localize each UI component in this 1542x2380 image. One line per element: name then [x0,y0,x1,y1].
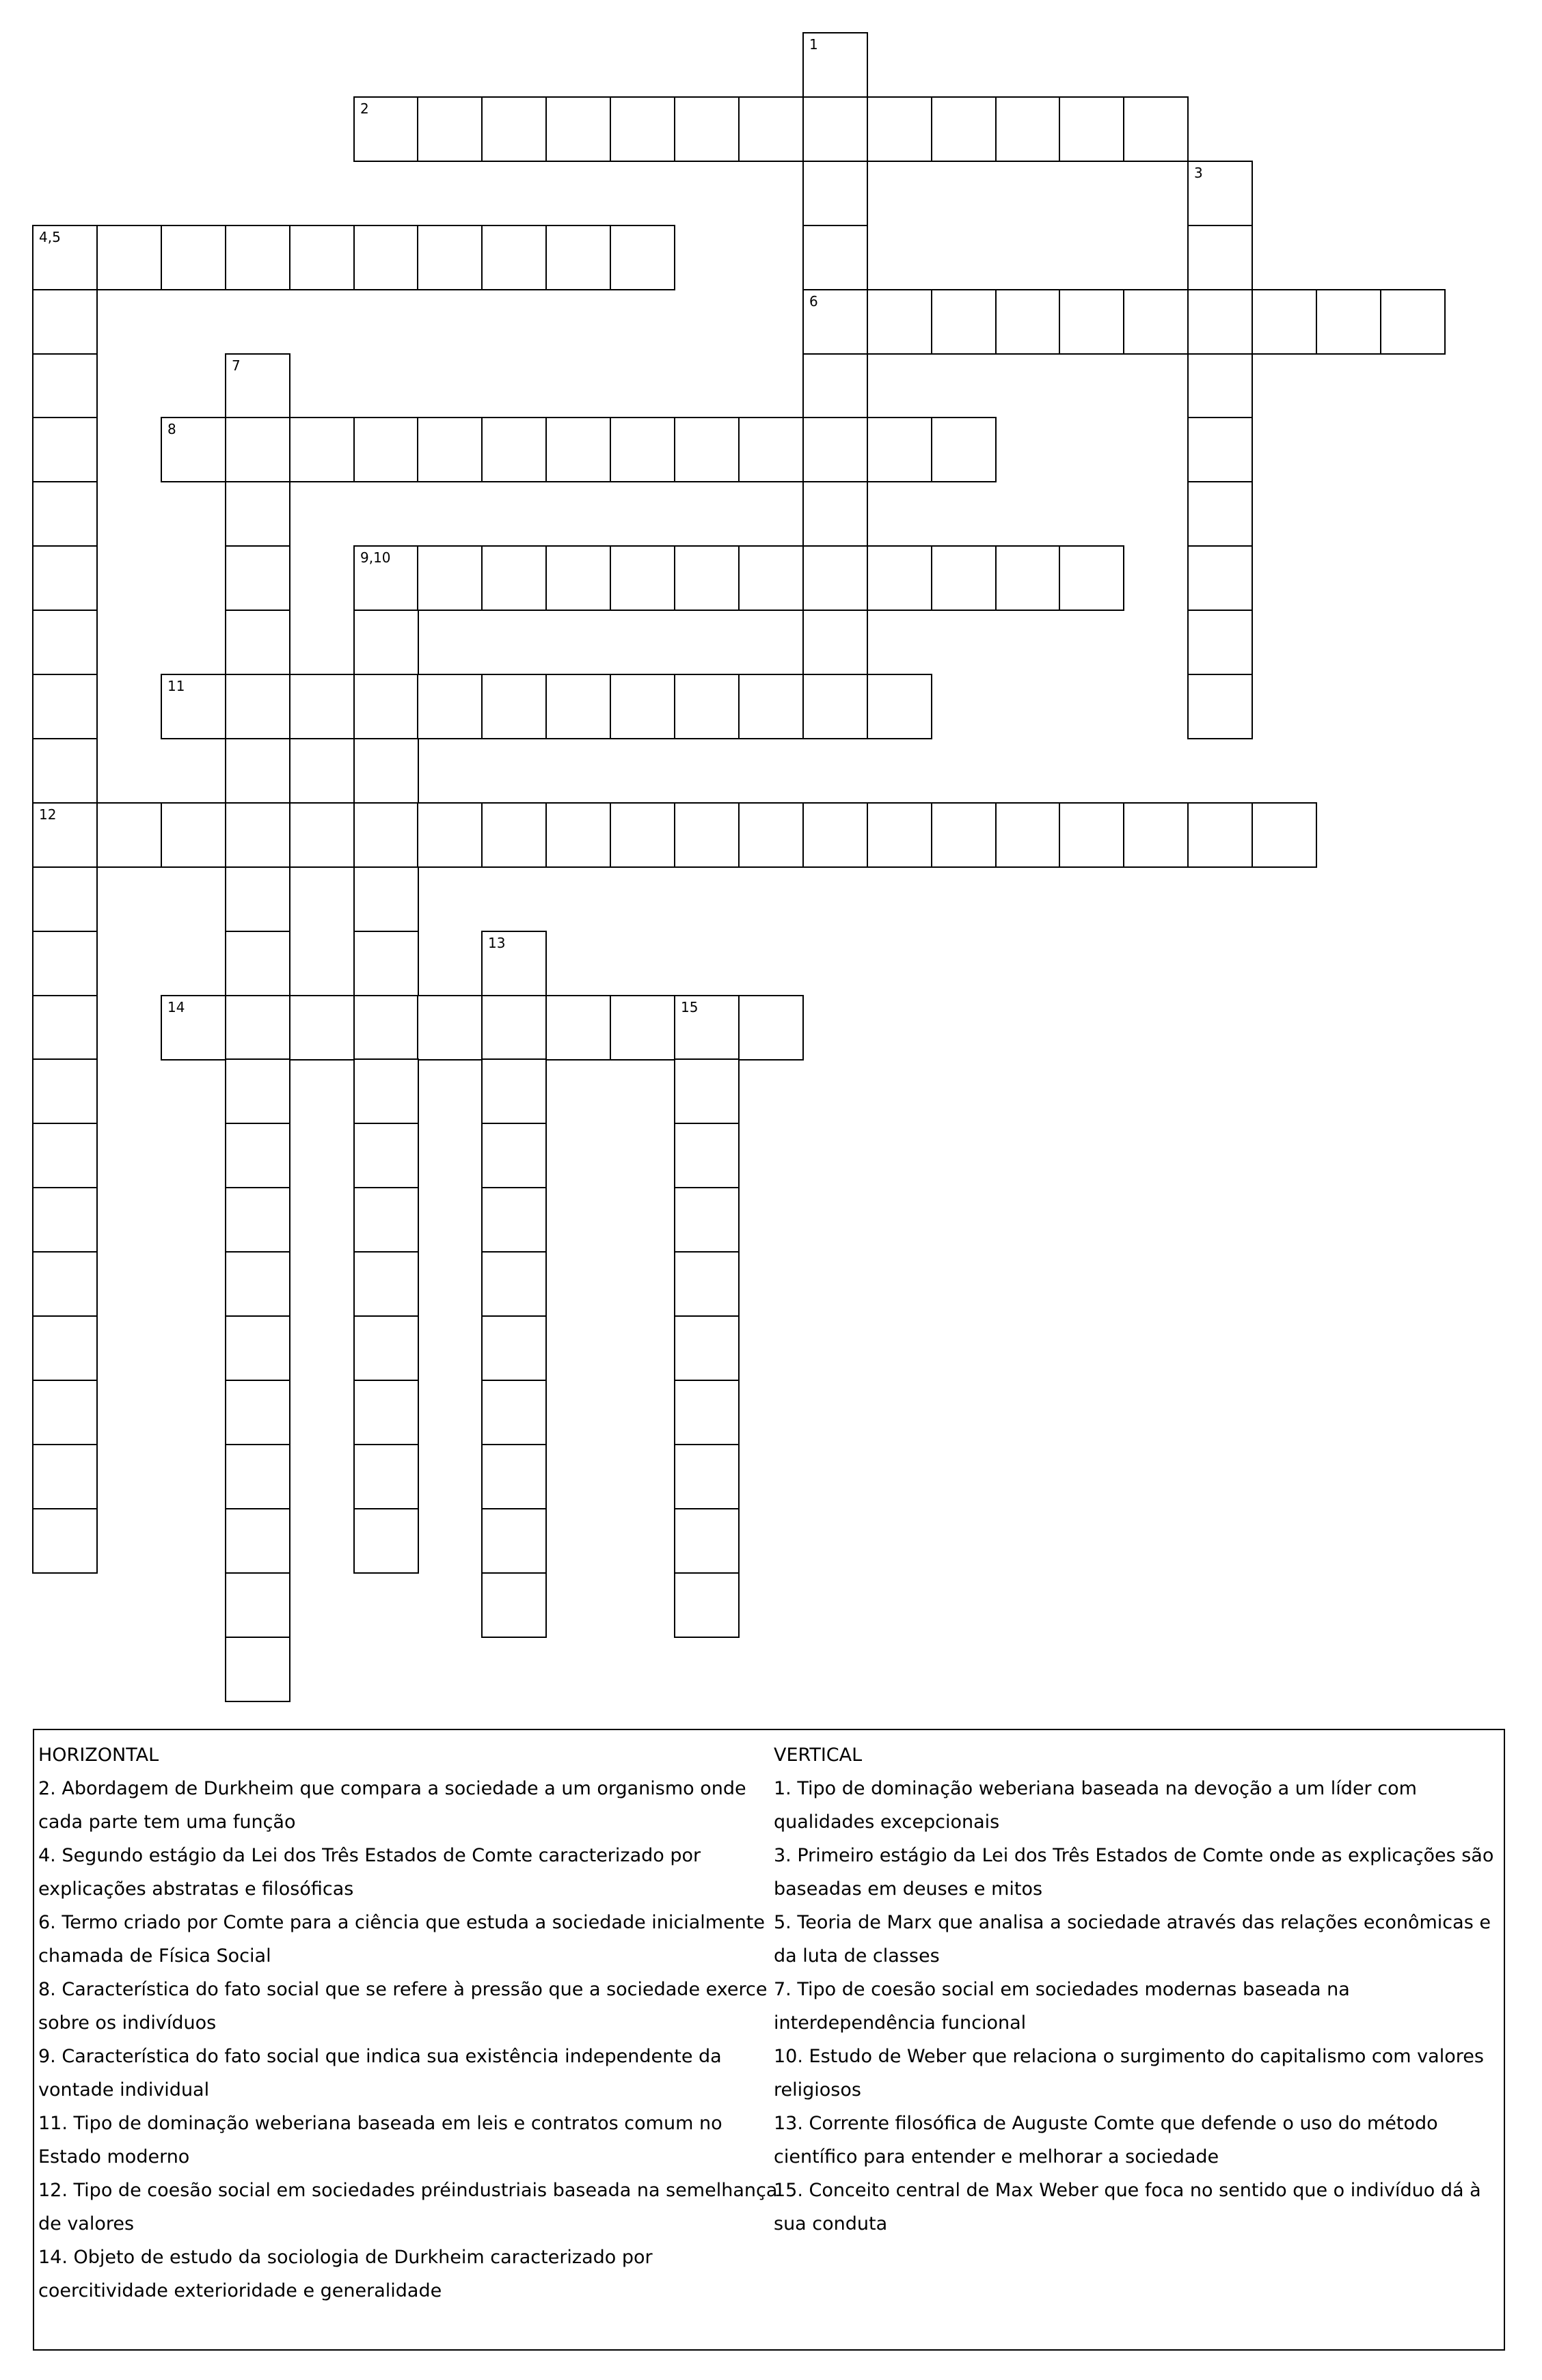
clue-number: 2 [360,100,369,117]
grid-cell[interactable] [674,96,740,162]
grid-cell[interactable] [1380,289,1446,355]
grid-cell[interactable] [417,802,483,868]
grid-cell[interactable] [353,931,419,996]
grid-cell[interactable] [481,1508,547,1574]
clue-13-down: 13. Corrente filosófica de Auguste Comte que defende o uso do método científico para entender e melhorar a sociedade [774,2113,1438,2167]
clue-9-across: 9. Característica do fato social que indica sua existência independente da vontade individual [38,2046,722,2101]
grid-cell[interactable] [32,866,98,932]
grid-cell[interactable] [610,417,675,482]
grid-cell[interactable] [353,866,419,932]
grid-cell[interactable] [738,802,804,868]
grid-cell[interactable] [674,1058,740,1124]
clue-2-across: 2. Abordagem de Durkheim que compara a sociedade a um organismo onde cada parte tem uma função [38,1778,746,1833]
grid-cell[interactable] [353,1251,419,1317]
grid-cell[interactable] [225,1315,290,1381]
grid-cell[interactable] [481,545,547,611]
grid-cell[interactable] [32,802,98,868]
grid-cell[interactable] [1316,289,1381,355]
grid-cell[interactable] [32,995,98,1061]
grid-cell[interactable] [289,995,355,1061]
grid-cell[interactable] [545,96,611,162]
grid-cell[interactable] [867,417,932,482]
grid-cell[interactable] [225,610,290,675]
clue-number: 1 [809,36,818,53]
grid-cell[interactable] [867,802,932,868]
grid-cell[interactable] [674,1380,740,1445]
grid-cell[interactable] [1252,289,1317,355]
grid-cell[interactable] [481,802,547,868]
grid-cell[interactable] [225,481,290,547]
grid-cell[interactable] [545,225,611,290]
grid-cell[interactable] [32,738,98,804]
grid-cell[interactable] [225,353,290,419]
grid-cell[interactable] [353,1444,419,1509]
grid-cell[interactable] [738,995,804,1061]
grid-cell[interactable] [931,545,997,611]
grid-cell[interactable] [417,545,483,611]
clue-4-across: 4. Segundo estágio da Lei dos Três Estados de Comte caracterizado por explicações abstratas e filosóficas [38,1845,701,1900]
clue-12-across: 12. Tipo de coesão social em sociedades préindustriais baseada na semelhança de valores [38,2180,778,2234]
grid-cell[interactable] [225,931,290,996]
grid-cell[interactable] [32,1251,98,1317]
grid-cell[interactable] [481,225,547,290]
clue-11-across: 11. Tipo de dominação weberiana baseada em leis e contratos comum no Estado moderno [38,2113,722,2167]
grid-cell[interactable] [931,802,997,868]
grid-cell[interactable] [1059,96,1124,162]
grid-cell[interactable] [1059,545,1124,611]
grid-cell[interactable] [481,96,547,162]
grid-cell[interactable] [32,545,98,611]
clue-3-down: 3. Primeiro estágio da Lei dos Três Estados de Comte onde as explicações são baseadas em deuses e mitos [774,1845,1494,1900]
grid-cell[interactable] [802,225,868,290]
grid-cell[interactable] [545,995,611,1061]
grid-cell[interactable] [225,1637,290,1702]
grid-cell[interactable] [1123,802,1189,868]
clue-1-down: 1. Tipo de dominação weberiana baseada na devoção a um líder com qualidades excepcionais [774,1778,1417,1833]
grid-cell[interactable] [802,32,868,98]
clue-number: 15 [681,999,699,1015]
grid-cell[interactable] [32,1187,98,1253]
grid-cell[interactable] [225,1508,290,1574]
grid-cell[interactable] [481,995,547,1061]
grid-cell[interactable] [161,417,226,482]
grid-cell[interactable] [995,802,1061,868]
grid-cell[interactable] [802,610,868,675]
grid-cell[interactable] [1252,802,1317,868]
grid-cell[interactable] [481,1315,547,1381]
grid-cell[interactable] [289,417,355,482]
grid-cell[interactable] [225,417,290,482]
grid-cell[interactable] [545,674,611,739]
grid-cell[interactable] [674,417,740,482]
grid-cell[interactable] [32,1380,98,1445]
grid-cell[interactable] [802,545,868,611]
grid-cell[interactable] [353,1315,419,1381]
grid-cell[interactable] [545,417,611,482]
grid-cell[interactable] [225,1251,290,1317]
grid-cell[interactable] [610,995,675,1061]
grid-cell[interactable] [32,1123,98,1188]
grid-cell[interactable] [417,674,483,739]
grid-cell[interactable] [1187,610,1253,675]
grid-cell[interactable] [32,225,98,290]
vertical-heading: VERTICAL [774,1745,863,1766]
grid-cell[interactable] [353,610,419,675]
grid-cell[interactable] [802,161,868,226]
clue-number: 3 [1194,165,1203,181]
grid-cell[interactable] [225,738,290,804]
grid-cell[interactable] [225,1444,290,1509]
grid-cell[interactable] [867,545,932,611]
grid-cell[interactable] [353,96,419,162]
grid-cell[interactable] [32,481,98,547]
grid-cell[interactable] [674,995,740,1061]
grid-cell[interactable] [353,1380,419,1445]
clue-number: 12 [39,806,57,823]
clue-14-across: 14. Objeto de estudo da sociologia de Durkheim caracterizado por coercitividade exterioridade e generalidade [38,2247,653,2301]
grid-cell[interactable] [1187,353,1253,419]
grid-cell[interactable] [225,1187,290,1253]
grid-cell[interactable] [353,802,419,868]
clue-15-down: 15. Conceito central de Max Weber que foca no sentido que o indivíduo dá à sua conduta [774,2180,1481,2234]
grid-cell[interactable] [1187,417,1253,482]
grid-cell[interactable] [1059,802,1124,868]
grid-cell[interactable] [674,1444,740,1509]
grid-cell[interactable] [931,289,997,355]
grid-cell[interactable] [225,225,290,290]
clue-number: 14 [167,999,185,1015]
grid-cell[interactable] [674,674,740,739]
grid-cell[interactable] [738,417,804,482]
grid-cell[interactable] [931,96,997,162]
grid-cell[interactable] [867,96,932,162]
grid-cell[interactable] [481,417,547,482]
grid-cell[interactable] [674,1251,740,1317]
grid-cell[interactable] [161,802,226,868]
grid-cell[interactable] [32,1444,98,1509]
grid-cell[interactable] [481,674,547,739]
grid-cell[interactable] [161,674,226,739]
grid-cell[interactable] [1187,225,1253,290]
clue-number: 11 [167,678,185,694]
vertical-clues [774,1738,1498,2241]
grid-cell[interactable] [32,610,98,675]
grid-cell[interactable] [225,1380,290,1445]
grid-cell[interactable] [161,225,226,290]
clue-number: 7 [232,357,241,374]
grid-cell[interactable] [225,1058,290,1124]
grid-cell[interactable] [481,931,547,996]
grid-cell[interactable] [674,1123,740,1188]
grid-cell[interactable] [1059,289,1124,355]
grid-cell[interactable] [545,802,611,868]
grid-cell[interactable] [995,289,1061,355]
clue-8-across: 8. Característica do fato social que se refere à pressão que a sociedade exerce sobre os indivíduos [38,1979,768,2034]
grid-cell[interactable] [225,1123,290,1188]
grid-cell[interactable] [1187,674,1253,739]
grid-cell[interactable] [802,802,868,868]
clue-number: 6 [809,293,818,310]
grid-cell[interactable] [353,1058,419,1124]
grid-cell[interactable] [802,353,868,419]
grid-cell[interactable] [867,289,932,355]
grid-cell[interactable] [610,802,675,868]
grid-cell[interactable] [802,417,868,482]
crossword-grid [32,32,1509,1699]
grid-cell[interactable] [353,545,419,611]
horizontal-heading: HORIZONTAL [38,1745,159,1766]
grid-cell[interactable] [481,1572,547,1638]
grid-cell[interactable] [674,1572,740,1638]
grid-cell[interactable] [931,417,997,482]
grid-cell[interactable] [32,1315,98,1381]
grid-cell[interactable] [353,1123,419,1188]
grid-cell[interactable] [32,289,98,355]
grid-cell[interactable] [802,674,868,739]
grid-cell[interactable] [353,1508,419,1574]
grid-cell[interactable] [738,96,804,162]
grid-cell[interactable] [353,225,419,290]
grid-cell[interactable] [1187,289,1253,355]
grid-cell[interactable] [289,802,355,868]
grid-cell[interactable] [225,545,290,611]
grid-cell[interactable] [353,674,419,739]
grid-cell[interactable] [481,1187,547,1253]
grid-cell[interactable] [481,1251,547,1317]
grid-cell[interactable] [161,995,226,1061]
grid-cell[interactable] [674,1508,740,1574]
grid-cell[interactable] [225,1572,290,1638]
clues-box [33,1729,1505,2351]
grid-cell[interactable] [1187,161,1253,226]
grid-cell[interactable] [32,1508,98,1574]
grid-cell[interactable] [545,545,611,611]
clue-5-down: 5. Teoria de Marx que analisa a sociedade através das relações econômicas e da luta de classes [774,1912,1491,1967]
grid-cell[interactable] [481,1444,547,1509]
grid-cell[interactable] [995,96,1061,162]
grid-cell[interactable] [802,96,868,162]
grid-cell[interactable] [225,995,290,1061]
grid-cell[interactable] [32,674,98,739]
grid-cell[interactable] [32,353,98,419]
grid-cell[interactable] [417,225,483,290]
grid-cell[interactable] [481,1058,547,1124]
horizontal-clues [38,1738,783,2308]
grid-cell[interactable] [995,545,1061,611]
clue-number: 13 [488,935,506,951]
clue-10-down: 10. Estudo de Weber que relaciona o surgimento do capitalismo com valores religiosos [774,2046,1484,2101]
grid-cell[interactable] [417,96,483,162]
grid-cell[interactable] [802,481,868,547]
clue-number: 8 [167,421,176,437]
grid-cell[interactable] [225,802,290,868]
grid-cell[interactable] [1123,96,1189,162]
grid-cell[interactable] [32,931,98,996]
clue-number: 4,5 [39,229,61,245]
grid-cell[interactable] [353,417,419,482]
grid-cell[interactable] [225,674,290,739]
grid-cell[interactable] [289,674,355,739]
grid-cell[interactable] [674,1187,740,1253]
grid-cell[interactable] [481,1123,547,1188]
grid-cell[interactable] [610,96,675,162]
grid-cell[interactable] [96,225,162,290]
grid-cell[interactable] [96,802,162,868]
clue-7-down: 7. Tipo de coesão social em sociedades modernas baseada na interdependência funcional [774,1979,1350,2034]
clue-number: 9,10 [360,549,391,566]
grid-cell[interactable] [225,866,290,932]
grid-cell[interactable] [1187,481,1253,547]
clue-6-across: 6. Termo criado por Comte para a ciência que estuda a sociedade inicialmente chamada de Física Social [38,1912,766,1967]
grid-cell[interactable] [610,674,675,739]
grid-cell[interactable] [417,995,483,1061]
grid-cell[interactable] [1123,289,1189,355]
grid-cell[interactable] [610,545,675,611]
grid-cell[interactable] [289,225,355,290]
grid-cell[interactable] [738,674,804,739]
grid-cell[interactable] [867,674,932,739]
grid-cell[interactable] [674,545,740,611]
grid-cell[interactable] [1187,802,1253,868]
grid-cell[interactable] [610,225,675,290]
grid-cell[interactable] [674,802,740,868]
grid-cell[interactable] [32,417,98,482]
grid-cell[interactable] [353,738,419,804]
grid-cell[interactable] [32,1058,98,1124]
grid-cell[interactable] [417,417,483,482]
grid-cell[interactable] [674,1315,740,1381]
grid-cell[interactable] [481,1380,547,1445]
grid-cell[interactable] [738,545,804,611]
grid-cell[interactable] [353,995,419,1061]
grid-cell[interactable] [1187,545,1253,611]
grid-cell[interactable] [353,1187,419,1253]
grid-cell[interactable] [802,289,868,355]
